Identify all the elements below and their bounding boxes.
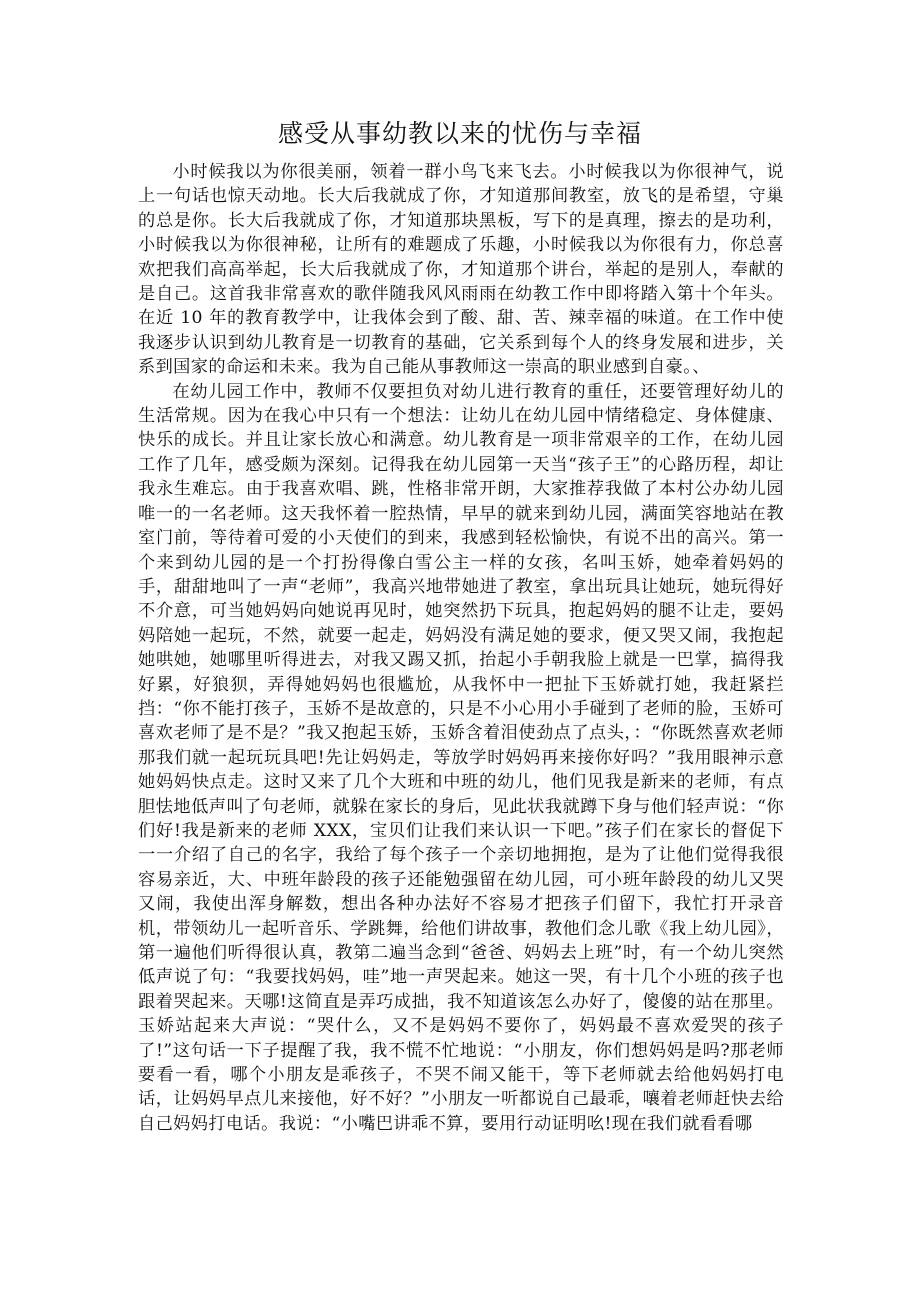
document-body bbox=[138, 160, 784, 1136]
paragraph-2: 在幼儿园工作中，教师不仅要担负对幼儿进行教育的重任，还要管理好幼儿的生活常规。因为在我心中只有一个想法：让幼儿在幼儿园中情绪稳定、身体健康、快乐的成长。并且让家长放心和满意。幼儿教育是一项非常艰辛的工作，在幼儿园工作了几年，感受颇为深刻。记得我在幼儿园第一天当“孩子王”的心路历程，却让我永生难忘。由于我喜欢唱、跳，性格非常开朗，大家推荐我做了本村公办幼儿园唯一的一名老师。这天我怀着一腔热情，早早的就来到幼儿园，满面笑容地站在教室门前，等待着可爱的小天使们的到来，我感到轻松愉快，有说不出的高兴。第一个来到幼儿园的是一个打扮得像白雪公主一样的女孩，名叫玉娇，她牵着妈妈的手，甜甜地叫了一声“老师”，我高兴地带她进了教室，拿出玩具让她玩，她玩得好不介意，可当她妈妈向她说再见时，她突然扔下玩具，抱起妈妈的腿不让走，要妈妈陪她一起玩，不然，就要一起走，妈妈没有满足她的要求，便又哭又闹，我抱起她哄她，她哪里听得进去，对我又踢又抓，抬起小手朝我脸上就是一巴掌，搞得我好累，好狼狈，弄得她妈妈也很尴尬，从我怀中一把扯下玉娇就打她，我赶紧拦挡：“你不能打孩子，玉娇不是故意的，只是不小心用小手碰到了老师的脸，玉娇可喜欢老师了是不是？”我又抱起玉娇，玉娇含着泪使劲点了点头，：“你既然喜欢老师那我们就一起玩玩具吧!先让妈妈走，等放学时妈妈再来接你好吗？”我用眼神示意她妈妈快点走。这时又来了几个大班和中班的幼儿，他们见我是新来的老师，有点胆怯地低声叫了句老师，就躲在家长的身后，见此状我就蹲下身与他们轻声说：“你们好!我是新来的老师 XXX，宝贝们让我们来认识一下吧。”孩子们在家长的督促下一一介绍了自己的名字，我给了每个孩子一个亲切地拥抱，是为了让他们觉得我很容易亲近，大、中班年龄段的孩子还能勉强留在幼儿园，可小班年龄段的幼儿又哭又闹，我使出浑身解数，想出各种办法好不容易才把孩子们留下，我忙打开录音机，带领幼儿一起听音乐、学跳舞，给他们讲故事，教他们念儿歌《我上幼儿园》，第一遍他们听得很认真，教第二遍当念到“爸爸、妈妈去上班”时，有一个幼儿突然低声说了句：“我要找妈妈，哇”地一声哭起来。她这一哭，有十几个小班的孩子也跟着哭起来。天哪!这简直是弄巧成拙，我不知道该怎么办好了，傻傻的站在那里。玉娇站起来大声说：“哭什么，又不是妈妈不要你了，妈妈最不喜欢爱哭的孩子了!”这句话一下子提醒了我，我不慌不忙地说：“小朋友，你们想妈妈是吗?那老师要看一看，哪个小朋友是乖孩子，不哭不闹又能干，等下老师就去给他妈妈打电话，让妈妈早点儿来接他，好不好？”小朋友一听都说自己最乖，嚷着老师赶快去给自己妈妈打电话。我说：“小嘴巴讲乖不算，要用行动证明吆!现在我们就看看哪 bbox=[138, 381, 784, 1134]
page-title: 感受从事幼教以来的忧伤与幸福 bbox=[277, 119, 642, 148]
paragraph-1: 小时候我以为你很美丽，领着一群小鸟飞来飞去。小时候我以为你很神气，说上一句话也惊天动地。长大后我就成了你，才知道那间教室，放飞的是希望，守巢的总是你。长大后我就成了你，才知道那块黑板，写下的是真理，擦去的是功利，小时候我以为你很神秘，让所有的难题成了乐趣，小时候我以为你很有力，你总喜欢把我们高高举起，长大后我就成了你，才知道那个讲台，举起的是别人，奉献的是自己。这首我非常喜欢的歌伴随我风风雨雨在幼教工作中即将踏入第十个年头。在近 10 年的教育教学中，让我体会到了酸、甜、苦、辣幸福的味道。在工作中使我逐步认识到幼儿教育是一切教育的基础，它关系到每个人的终身发展和进步，关系到国家的命运和未来。我为自己能从事教师这一崇高的职业感到自豪。、 bbox=[138, 162, 784, 378]
